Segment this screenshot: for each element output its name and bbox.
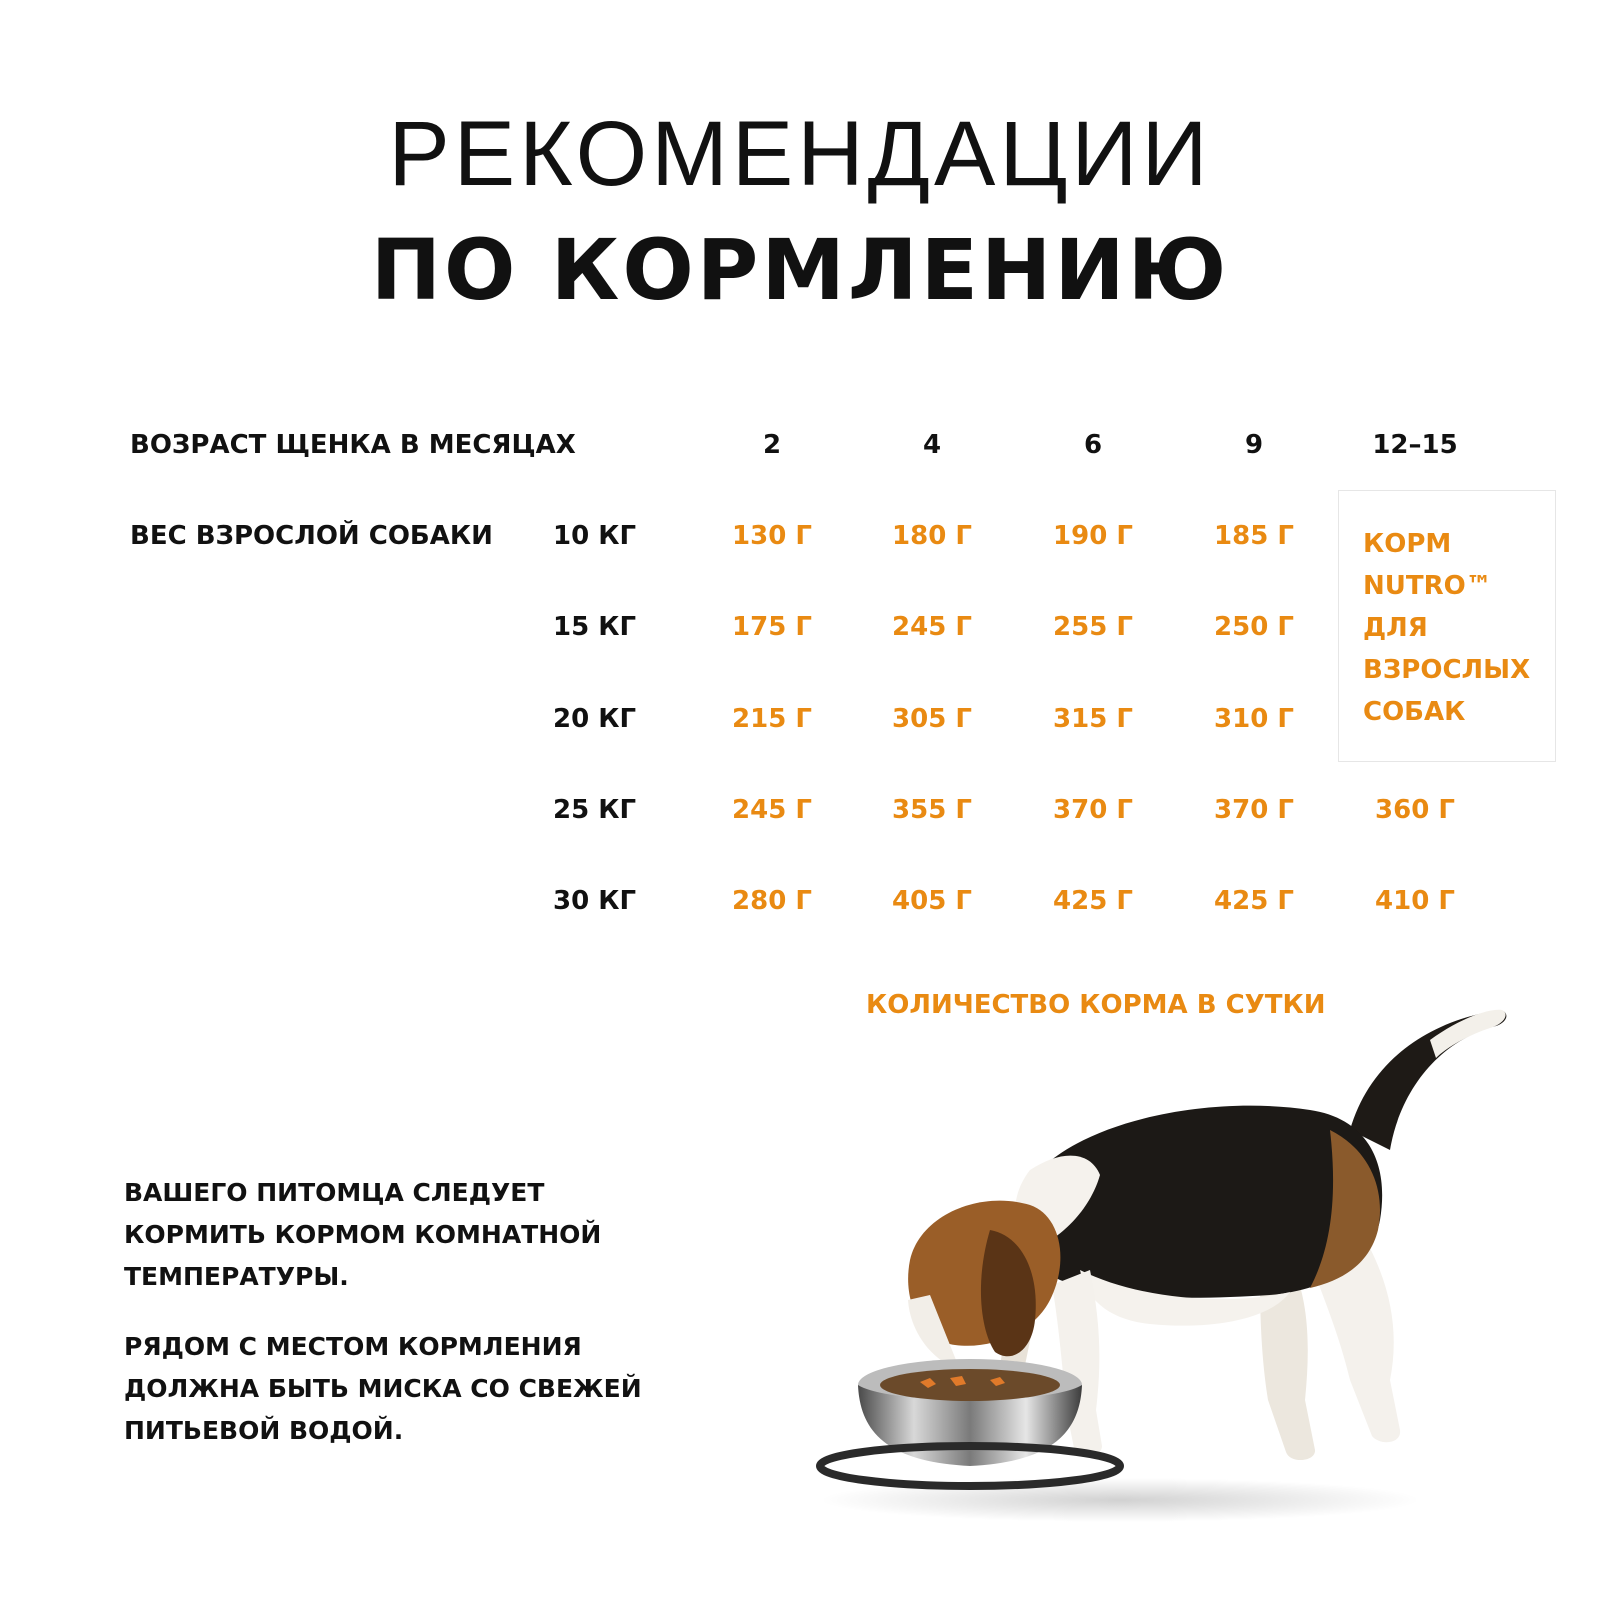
age-column-6: 6 <box>1083 430 1103 460</box>
table-cell: 405 Г <box>892 886 972 916</box>
table-cell: 180 Г <box>892 521 972 551</box>
table-cell: 370 Г <box>1214 795 1294 825</box>
table-cell: 425 Г <box>1053 886 1133 916</box>
weight-row-label: 30 КГ <box>553 886 637 916</box>
note-line: ПИТЬЕВОЙ ВОДОЙ. <box>124 1416 404 1445</box>
puppy-eating-illustration <box>790 1000 1550 1540</box>
table-cell: 255 Г <box>1053 612 1133 642</box>
table-cell: 355 Г <box>892 795 972 825</box>
age-column-9: 9 <box>1244 430 1264 460</box>
table-cell: 215 Г <box>732 704 812 734</box>
adult-food-line: NUTRO™ <box>1363 571 1492 601</box>
note-line: РЯДОМ С МЕСТОМ КОРМЛЕНИЯ <box>124 1332 582 1361</box>
adult-food-line: ВЗРОСЛЫХ <box>1363 655 1531 685</box>
age-column-4: 4 <box>922 430 942 460</box>
note-fresh-water <box>124 1326 684 1452</box>
age-column-12-15: 12–15 <box>1372 430 1458 460</box>
table-cell: 360 Г <box>1375 795 1455 825</box>
table-cell: 410 Г <box>1375 886 1455 916</box>
note-line: ТЕМПЕРАТУРЫ. <box>124 1262 349 1291</box>
table-cell: 185 Г <box>1214 521 1294 551</box>
weight-row-label: 15 КГ <box>553 612 637 642</box>
table-cell: 315 Г <box>1053 704 1133 734</box>
table-cell: 310 Г <box>1214 704 1294 734</box>
note-line: КОРМИТЬ КОРМОМ КОМНАТНОЙ <box>124 1220 602 1249</box>
table-cell: 250 Г <box>1214 612 1294 642</box>
note-line: ДОЛЖНА БЫТЬ МИСКА СО СВЕЖЕЙ <box>124 1374 642 1403</box>
weight-header-label: ВЕС ВЗРОСЛОЙ СОБАКИ <box>130 521 493 551</box>
table-cell: 130 Г <box>732 521 812 551</box>
weight-row-label: 25 КГ <box>553 795 637 825</box>
page-title-line-1: РЕКОМЕНДАЦИИ <box>388 103 1212 205</box>
weight-row-label: 10 КГ <box>553 521 637 551</box>
table-cell: 245 Г <box>892 612 972 642</box>
page-title-line-2: ПО КОРМЛЕНИЮ <box>370 221 1230 319</box>
table-cell: 245 Г <box>732 795 812 825</box>
bowl-food <box>880 1369 1060 1401</box>
adult-food-note <box>1363 523 1530 733</box>
weight-row-label: 20 КГ <box>553 704 637 734</box>
daily-amount-caption: КОЛИЧЕСТВО КОРМА В СУТКИ <box>866 990 1326 1020</box>
table-cell: 175 Г <box>732 612 812 642</box>
table-cell: 370 Г <box>1053 795 1133 825</box>
table-cell: 190 Г <box>1053 521 1133 551</box>
note-room-temperature <box>124 1172 684 1298</box>
table-cell: 425 Г <box>1214 886 1294 916</box>
tail <box>1350 1010 1506 1150</box>
adult-food-box <box>1338 490 1556 762</box>
age-header-label: ВОЗРАСТ ЩЕНКА В МЕСЯЦАХ <box>130 430 576 460</box>
adult-food-line: КОРМ <box>1363 529 1452 559</box>
table-cell: 305 Г <box>892 704 972 734</box>
adult-food-line: СОБАК <box>1363 697 1466 727</box>
table-cell: 280 Г <box>732 886 812 916</box>
adult-food-line: ДЛЯ <box>1363 613 1428 643</box>
note-line: ВАШЕГО ПИТОМЦА СЛЕДУЕТ <box>124 1178 545 1207</box>
age-column-2: 2 <box>762 430 782 460</box>
